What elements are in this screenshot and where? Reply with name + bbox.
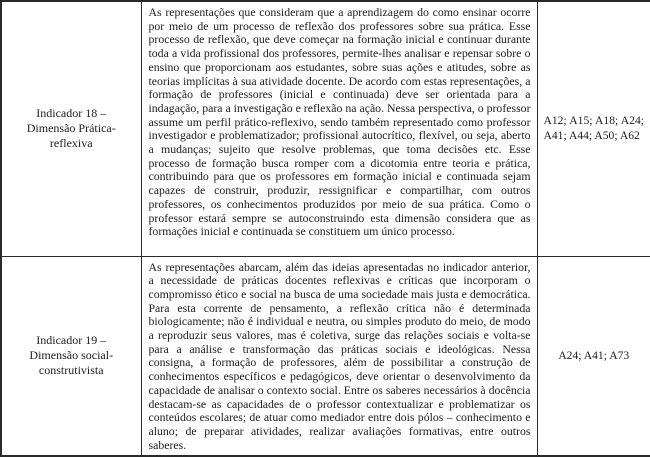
indicator-cell xyxy=(1,1,141,256)
description-cell xyxy=(141,1,537,256)
codes-text: A12; A15; A18; A24; A41; A44; A50; A62 xyxy=(543,114,644,142)
description-text: As representações abarcam, além das ideias apresentadas no indicador anterior, a necessidade de práticas docentes reflexivas e críticas que incorporam o compromisso ético e social na busca de uma sociedade mais justa e democrática. Para esta corrente de pensamento, a reflexão crítica não é determinada biologicamente; não é individual e neutra, ou simples produto do meio, de modo a reproduzir seus valores, mas é coletiva, surge das relações sociais e volta-se para a análise e transformação das práticas sociais e ideológicas. Nessa consigna, a formação de professores, além de possibilitar a construção de conhecimentos específicos e pedagógicos, deve orientar o desenvolvimento da capacidade de analisar o contexto social. Entre os saberes necessários à docência destacam-se as capacidades de o professor contextualizar e problematizar os conteúdos escolares; de atuar como mediador entre dois pólos – conhecimento e aluno; de preparar atividades, realizar avaliações formativas, entre outros saberes. xyxy=(148,259,531,452)
indicator-cell xyxy=(1,256,141,456)
indicator-label: Indicador 18 – Dimensão Prática-reflexiva xyxy=(26,106,116,151)
codes-cell xyxy=(537,256,650,456)
codes-cell xyxy=(537,1,650,256)
indicator-label: Indicador 19 – Dimensão social-construtivista xyxy=(29,333,114,378)
table-row xyxy=(1,1,650,256)
codes-text: A24; A41; A73 xyxy=(558,348,630,362)
table-row xyxy=(1,256,650,456)
description-text: As representações que consideram que a aprendizagem do como ensinar ocorre por meio de um processo de reflexão dos professores sobre sua prática. Esse processo de reflexão, que deve começar na formação inicial e continuar durante toda a vida profissional dos professores, permite-lhes analisar e repensar sobre o ensino que proporcionam aos estudantes, sobre suas ações e atitudes, sobre as teorias implícitas à sua atividade docente. De acordo com estas representações, a formação de professores (inicial e continuada) deve ser orientada para a indagação, para a investigação e reflexão na ação. Nessa perspectiva, o professor assume um perfil prático-reflexivo, sendo também representado como professor investigador e problematizador; profissional autocrítico, flexível, ou seja, aberto a mudanças; sujeito que resolve problemas, que toma decisões etc. Esse processo de formação busca romper com a dicotomia entre teoria e prática, contribuindo para que os professores em formação inicial e continuada sejam capazes de construir, produzir, ressignificar e compartilhar, com outros professores, os conhecimentos produzidos por meio de sua prática. Como o professor estará sempre se autoconstruindo esta dimensão considera que as formações inicial e continuada se constituem um único processo. xyxy=(148,5,531,239)
description-cell xyxy=(141,256,537,456)
